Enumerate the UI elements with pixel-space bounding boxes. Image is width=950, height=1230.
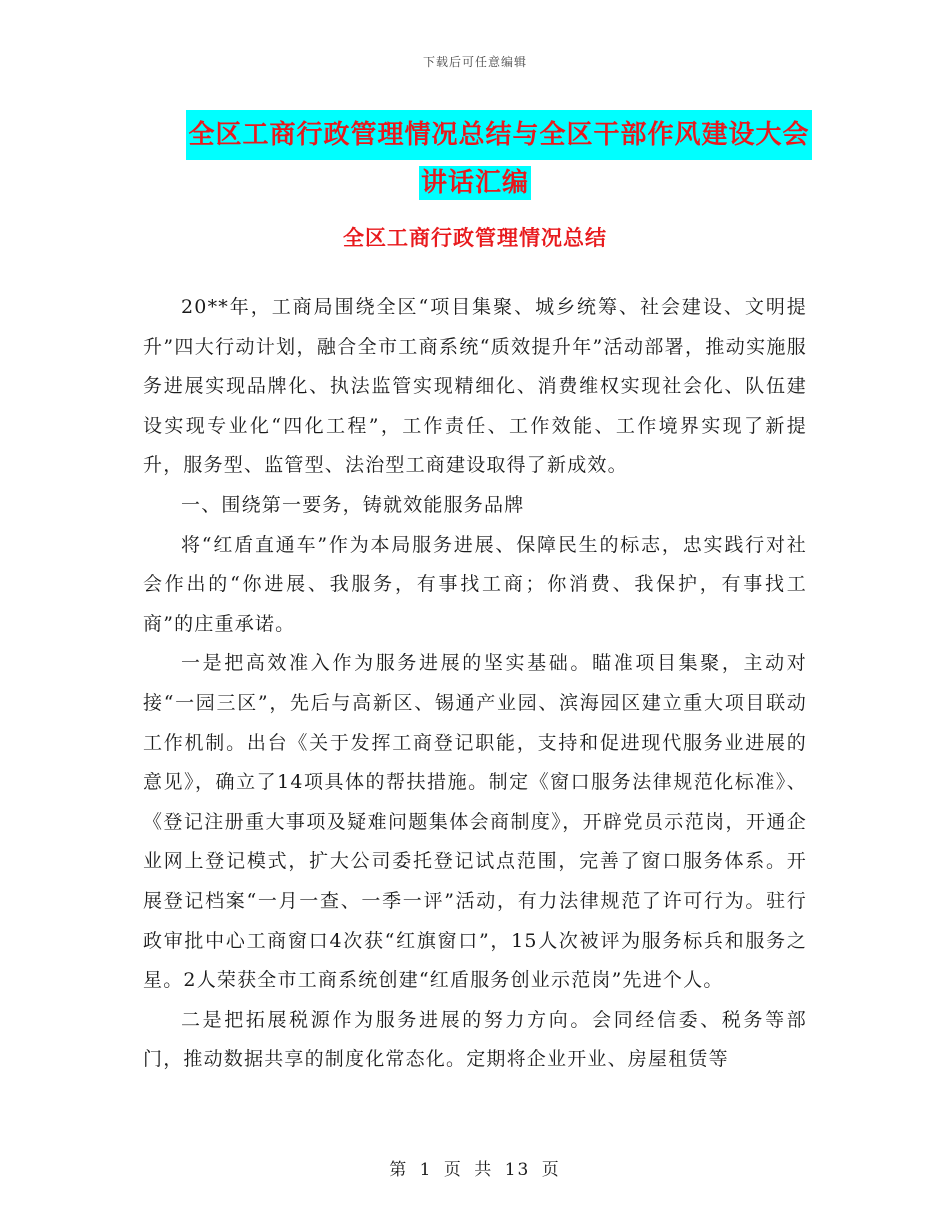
document-title-line2: 讲话汇编 — [420, 168, 529, 198]
footer-prefix: 第 — [389, 1160, 409, 1180]
current-page-number: 1 — [419, 1160, 433, 1180]
footer-suffix: 页 — [541, 1160, 561, 1180]
paragraph: 二是把拓展税源作为服务进展的努力方向。会同经信委、税务等部门，推动数据共享的制度化常态化。定期将企业开业、房屋租赁等 — [143, 1008, 807, 1071]
paragraph: 将“红盾直通车”作为本局服务进展、保障民生的标志，忠实践行对社会作出的“你进展、我服务，有事找工商；你消费、我保护，有事找工商”的庄重承诺。 — [143, 533, 807, 635]
document-title-line1: 全区工商行政管理情况总结与全区干部作风建设大会 — [186, 110, 811, 160]
paragraph: 一是把高效准入作为服务进展的坚实基础。瞄准项目集聚，主动对接“一园三区”，先后与高新区、锡通产业园、滨海园区建立重大项目联动工作机制。出台《关于发挥工商登记职能，支持和促进现代服务业进展的意见》，确立了14项具体的帮扶措施。制定《窗口服务法律规范化标准》、《登记注册重大事项及疑难问题集体会商制度》，开辟党员示范岗，开通企业网上登记模式，扩大公司委托登记试点范围，完善了窗口服务体系。开展登记档案“一月一查、一季一评”活动，有力法律规范了许可行为。驻行政审批中心工商窗口4次获“红旗窗口”，15人次被评为服务标兵和服务之星。2人荣获全市工商系统创建“红盾服务创业示范岗”先进个人。 — [143, 652, 807, 992]
header-note: 下载后可任意编辑 — [422, 55, 527, 69]
total-page-count: 13 — [504, 1160, 531, 1180]
document-body — [143, 288, 807, 1080]
footer-middle: 页 共 — [443, 1160, 494, 1180]
document-title — [0, 110, 950, 206]
section-title: 全区工商行政管理情况总结 — [343, 226, 607, 250]
page-footer — [0, 1155, 950, 1180]
subheading: 一、围绕第一要务，铸就效能服务品牌 — [181, 493, 525, 516]
paragraph: 20**年，工商局围绕全区“项目集聚、城乡统筹、社会建设、文明提升”四大行动计划，融合全市工商系统“质效提升年”活动部署，推动实施服务进展实现品牌化、执法监管实现精细化、消费维权实现社会化、队伍建设实现专业化“四化工程”，工作责任、工作效能、工作境界实现了新提升，服务型、监管型、法治型工商建设取得了新成效。 — [143, 296, 807, 477]
